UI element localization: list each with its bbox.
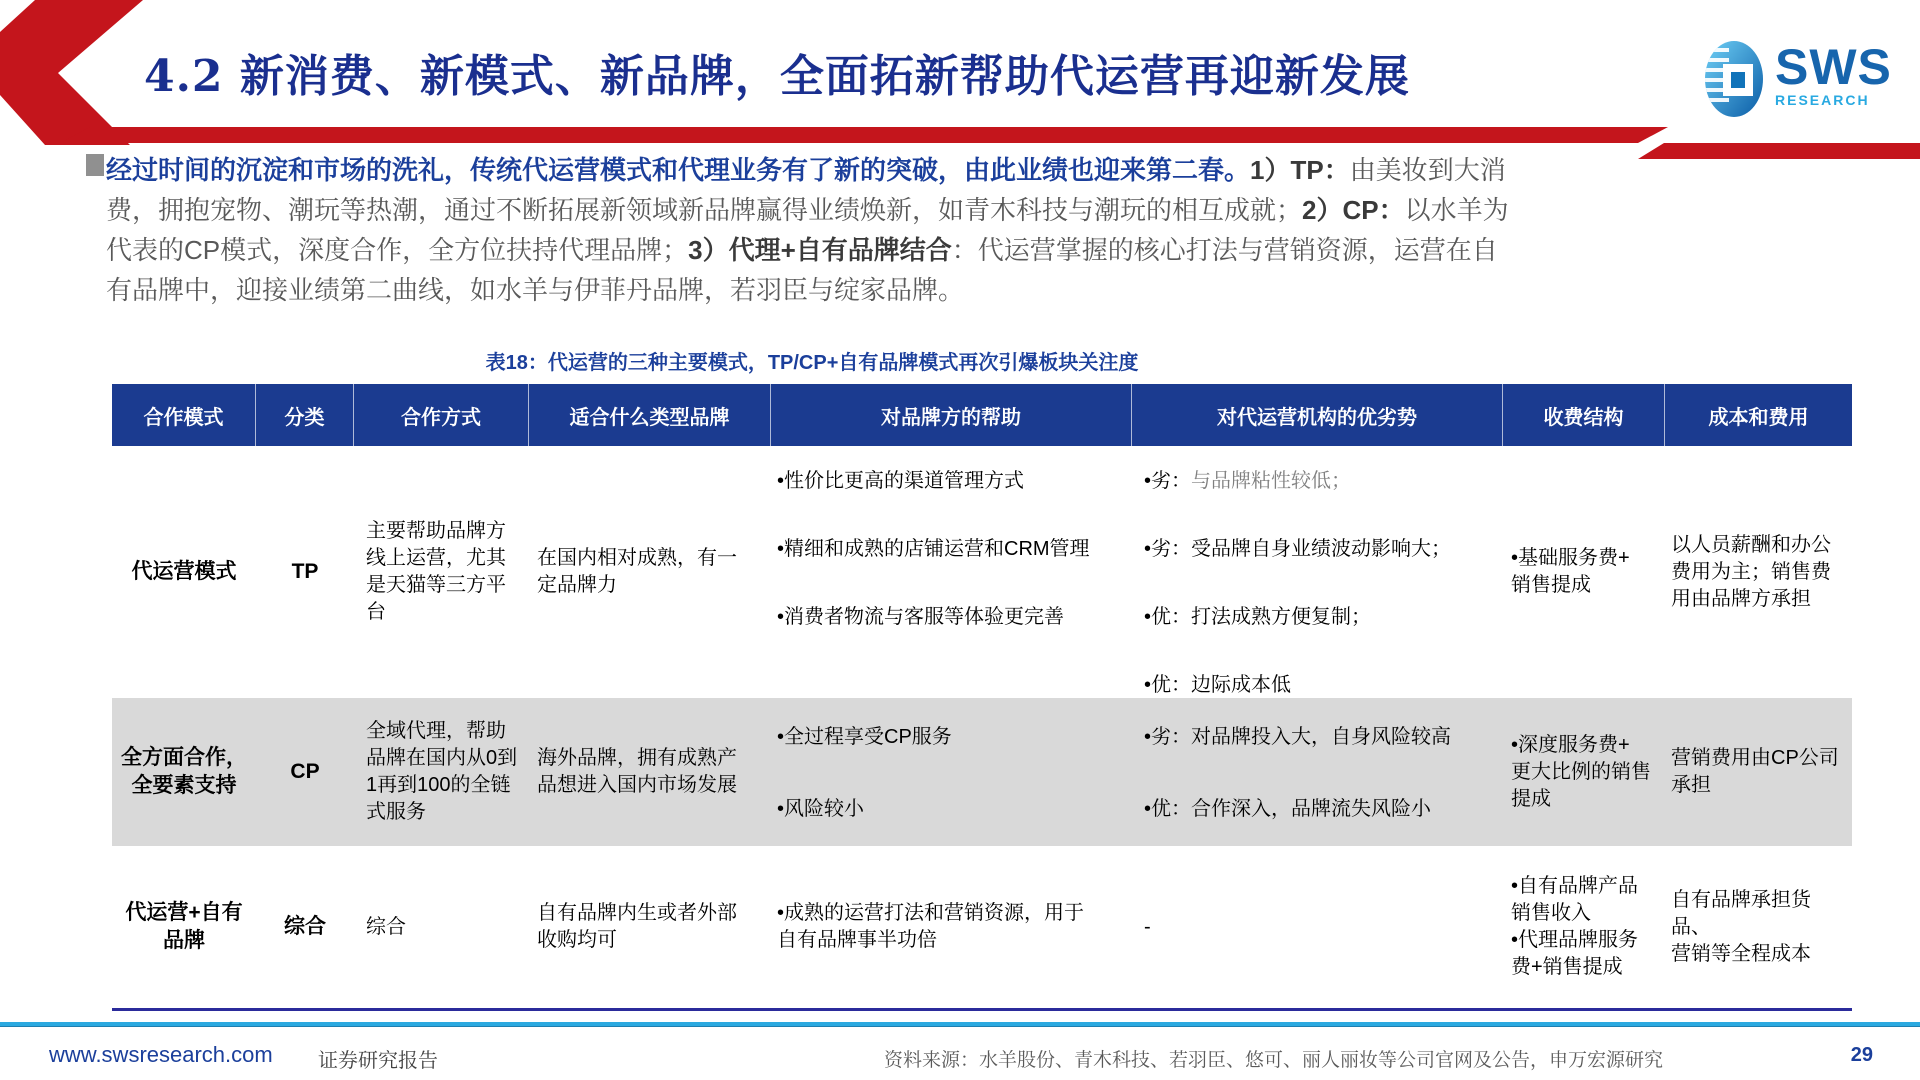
table-cell	[354, 698, 529, 846]
table-cell	[256, 698, 354, 846]
table-cell	[1503, 698, 1665, 846]
table-header-row	[112, 384, 1852, 446]
table-cell-line: 营销等全程成本	[1671, 942, 1811, 965]
table-cell-line: •精细和成熟的店铺运营和CRM管理	[777, 538, 1090, 560]
paragraph-segment: 有品牌中，迎接业绩第二曲线，如水羊与伊菲丹品牌，若羽臣与绽家品牌。	[106, 275, 965, 305]
table-cell	[1665, 446, 1852, 698]
table-bottom-rule	[112, 1008, 1852, 1011]
table-cell-line: •劣：对品牌投入大，自身风险较高	[1144, 726, 1452, 748]
table-row-3	[112, 846, 1852, 1008]
paragraph-line-4	[106, 270, 1509, 310]
table-cell-line: •风险较小	[777, 798, 865, 820]
table-cell-line: 自有品牌内生或者外部	[537, 902, 737, 924]
table-cell	[354, 446, 529, 698]
table-cell-line: 式服务	[366, 801, 426, 823]
table-cell-line: 费+销售提成	[1511, 956, 1623, 978]
sws-logo-wordmark: SWS	[1775, 39, 1892, 95]
page-number: 29	[1850, 1044, 1873, 1066]
table-cell-line: 费用为主；销售费	[1671, 560, 1831, 583]
table-cell-line: 收购均可	[537, 929, 617, 951]
table-cell-line: 全域代理，帮助	[366, 720, 506, 742]
intro-paragraph	[106, 150, 1509, 310]
table-cell	[256, 446, 354, 698]
column-header-4: 适合什么类型品牌	[529, 384, 771, 446]
table-cell-line: •优：边际成本低	[1144, 674, 1292, 696]
table-cell-line: 以人员薪酬和办公	[1671, 533, 1831, 556]
paragraph-segment: ：代运营掌握的核心打法与营销资源，运营在自	[951, 235, 1498, 265]
paragraph-segment: 经过时间的沉淀和市场的洗礼，传统代运营模式和代理业务有了新的突破，由此业绩也迎来第二春。	[106, 155, 1251, 185]
paragraph-segment: 2）CP：	[1302, 195, 1405, 225]
table-cell-line: •代理品牌服务	[1511, 929, 1639, 951]
table-cell-line: 销售收入	[1511, 902, 1591, 924]
footer-website-link[interactable]: www.swsresearch.com	[49, 1042, 273, 1067]
table-cell-line: 海外品牌，拥有成熟产	[537, 747, 737, 769]
table-title: 表18：代运营的三种主要模式，TP/CP+自有品牌模式再次引爆板块关注度	[485, 352, 1139, 374]
paragraph-segment: 1）TP：	[1250, 155, 1350, 185]
page-title: 4.2 新消费、新模式、新品牌，全面拓新帮助代运营再迎新发展	[144, 51, 1410, 102]
table-cell	[771, 846, 1132, 1008]
table-cell	[112, 446, 256, 698]
red-ribbon-decoration	[0, 0, 1920, 170]
table-cell-line: •劣：受品牌自身业绩波动影响大；	[1144, 538, 1452, 560]
table-cell-line: 台	[366, 601, 386, 623]
table-cell	[771, 698, 1132, 846]
table-cell	[529, 846, 771, 1008]
paragraph-line-2	[106, 190, 1509, 230]
paragraph-segment: 以水羊为	[1404, 195, 1509, 225]
paragraph-segment: 费，拥抱宠物、潮玩等热潮，通过不断拓展新领域新品牌赢得业绩焕新，如青木科技与潮玩的相互成就；	[106, 195, 1303, 225]
table-cell-line: •基础服务费+	[1511, 547, 1630, 569]
table-cell-line: 代运营模式	[131, 560, 237, 583]
table-cell	[529, 698, 771, 846]
table-cell-line: •全过程享受CP服务	[777, 726, 952, 748]
table-cell	[1132, 446, 1503, 698]
table-cell-line: •性价比更高的渠道管理方式	[777, 470, 1025, 492]
table-cell	[1132, 846, 1503, 1008]
table-row-2	[112, 698, 1852, 846]
table-cell-line: 是天猫等三方平	[366, 574, 506, 596]
bullet-marker	[86, 154, 104, 176]
table-cell-line: -	[1144, 915, 1151, 938]
table-cell-line: •成熟的运营打法和营销资源，用于	[777, 902, 1085, 924]
table-cell	[1665, 698, 1852, 846]
table-cell-line: 在国内相对成熟，有一	[537, 547, 737, 569]
sws-logo-subtitle: RESEARCH	[1775, 92, 1870, 108]
table-cell-line: •消费者物流与客服等体验更完善	[777, 606, 1065, 628]
table-cell	[1665, 846, 1852, 1008]
paragraph-line-3	[106, 230, 1509, 270]
paragraph-segment: 代表的CP模式，深度合作，全方位扶持代理品牌；	[106, 235, 689, 265]
table-cell-line: 承担	[1671, 774, 1711, 796]
table-cell-line: •优：打法成熟方便复制；	[1144, 606, 1372, 628]
table-cell-line: TP	[291, 560, 319, 583]
mode-comparison-table	[112, 384, 1852, 1008]
table-cell-line: 代运营+自有	[125, 901, 243, 924]
table-cell-line: 综合	[284, 915, 326, 938]
table-cell	[771, 446, 1132, 698]
table-cell	[112, 698, 256, 846]
table-cell-line: CP	[290, 760, 320, 783]
table-cell-line: 提成	[1511, 787, 1551, 810]
table-cell-line: 更大比例的销售	[1511, 760, 1651, 783]
table-row-1	[112, 446, 1852, 698]
table-cell-line: 全要素支持	[131, 774, 237, 797]
column-header-8: 成本和费用	[1708, 406, 1809, 429]
column-header-1: 合作模式	[112, 384, 256, 446]
table-cell-line: 品牌在国内从0到	[366, 747, 518, 769]
table-cell	[1132, 698, 1503, 846]
table-cell	[354, 846, 529, 1008]
table-cell-line: •自有品牌产品	[1511, 875, 1639, 897]
table-cell-line: •优：合作深入，品牌流失风险小	[1144, 798, 1432, 820]
table-cell-line: 销售提成	[1511, 574, 1591, 596]
column-header-5: 对品牌方的帮助	[771, 384, 1132, 446]
footer-report-type: 证券研究报告	[318, 1050, 438, 1072]
table-cell-line: •深度服务费+	[1511, 733, 1630, 756]
table-cell-line: 综合	[366, 915, 406, 938]
table-cell-line: 线上运营，尤其	[366, 547, 506, 569]
table-cell-line: 全方面合作，	[121, 746, 247, 769]
paragraph-line-1	[106, 150, 1509, 190]
table-cell	[529, 446, 771, 698]
table-cell	[1503, 846, 1665, 1008]
table-cell-line: 自有品牌承担货品、	[1671, 888, 1811, 938]
table-cell	[1503, 446, 1665, 698]
table-cell-line: 营销费用由CP公司	[1671, 747, 1839, 769]
table-cell-line: •劣：与品牌粘性较低；	[1144, 470, 1352, 492]
column-header-3: 合作方式	[354, 384, 529, 446]
footer-divider	[0, 1022, 1920, 1027]
table-cell-line: 品牌	[163, 929, 205, 952]
column-header-2: 分类	[256, 384, 354, 446]
table-cell-line: 主要帮助品牌方	[366, 520, 506, 542]
table-cell-line: 品想进入国内市场发展	[537, 774, 737, 796]
table-cell-line: 用由品牌方承担	[1671, 587, 1811, 610]
column-header-6: 对代运营机构的优劣势	[1132, 384, 1503, 446]
table-cell	[256, 846, 354, 1008]
table-cell-line: 1再到100的全链	[366, 774, 511, 796]
table-cell-line: 定品牌力	[537, 574, 617, 596]
table-cell	[112, 846, 256, 1008]
column-header-7: 收费结构	[1503, 384, 1665, 446]
paragraph-segment: 3）代理+自有品牌结合	[688, 235, 952, 265]
paragraph-segment: 由美妆到大消	[1349, 155, 1506, 185]
table-cell-line: 自有品牌事半功倍	[777, 929, 937, 951]
footer-source-note: 资料来源：水羊股份、青木科技、若羽臣、悠可、丽人丽妆等公司官网及公告，申万宏源研究	[884, 1050, 1664, 1071]
